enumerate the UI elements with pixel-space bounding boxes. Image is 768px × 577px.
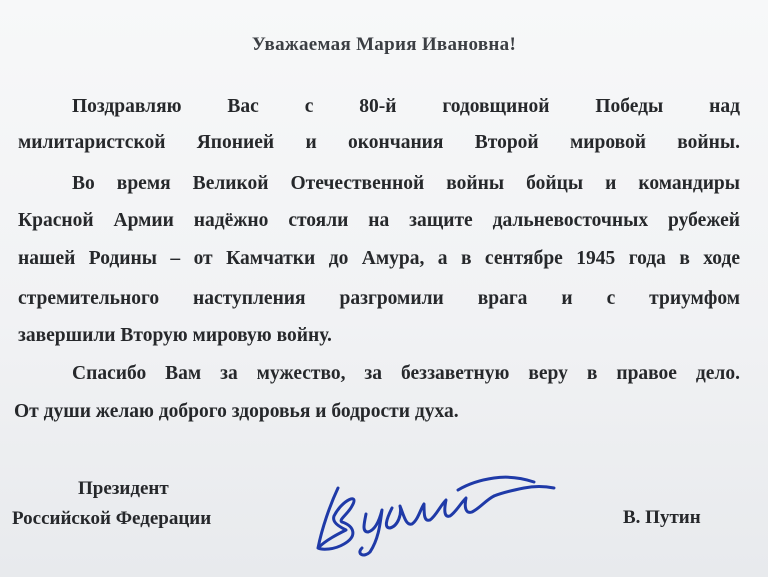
salutation: Уважаемая Мария Ивановна! (251, 34, 517, 55)
letter-line-1: Поздравляю Вас с 80-й годовщиной Победы над (72, 96, 740, 117)
letter-line-8: Спасибо Вам за мужество, за беззаветную веру в правое дело. (72, 363, 740, 384)
letter-line-2: милитаристской Японией и окончания Второй мировой войны. (18, 132, 740, 153)
letter-line-5: нашей Родины – от Камчатки до Амура, а в сентябре 1945 года в ходе (18, 248, 740, 269)
letter-line-9: От души желаю доброго здоровья и бодрости духа. (14, 401, 459, 422)
letter-line-3: Во время Великой Отечественной войны бойцы и командиры (72, 173, 740, 194)
handwritten-signature (308, 470, 568, 560)
signer-name: В. Путин (623, 507, 701, 528)
signer-title-line-1: Президент (78, 478, 169, 499)
letter-line-6: стремительного наступления разгромили врага и с триумфом (18, 288, 740, 309)
letter-line-7: завершили Вторую мировую войну. (18, 325, 332, 346)
letter-line-4: Красной Армии надёжно стояли на защите дальневосточных рубежей (18, 210, 740, 231)
signer-title-line-2: Российской Федерации (12, 508, 212, 529)
